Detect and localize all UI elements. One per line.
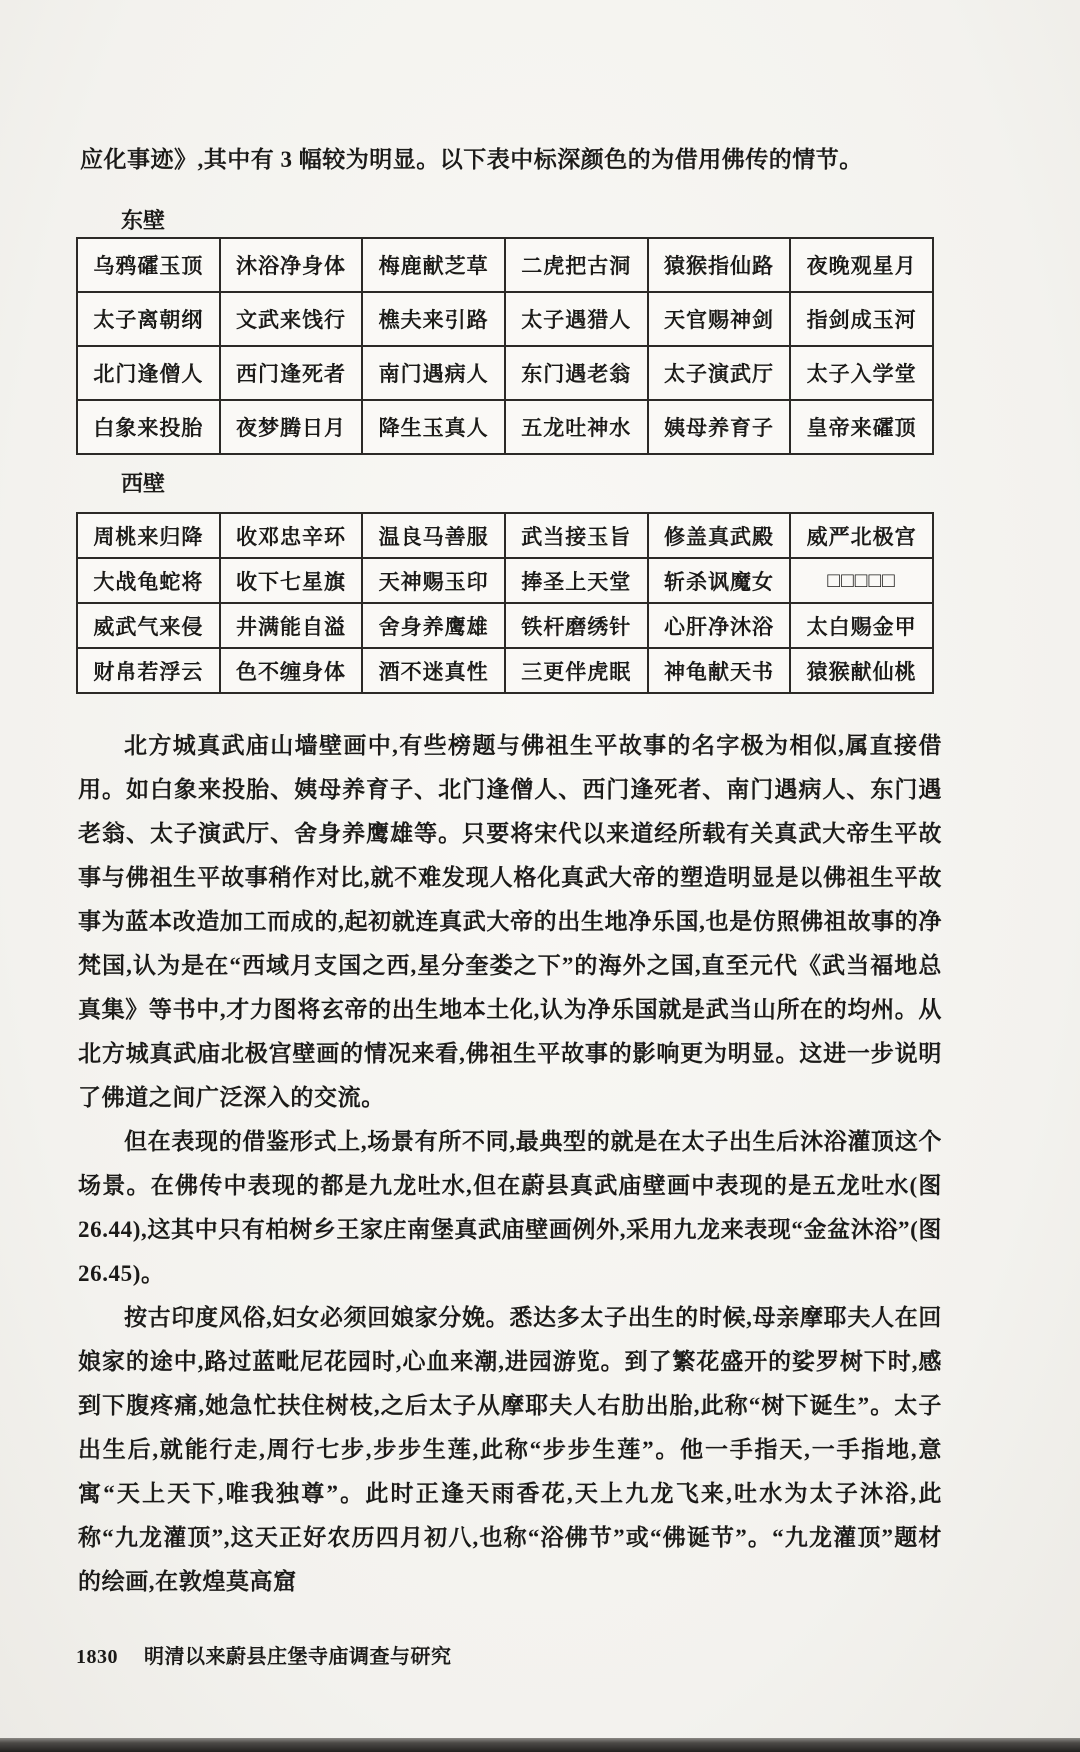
table-cell: 收下七星旗 <box>220 558 363 603</box>
table-cell: 天神赐玉印 <box>362 558 505 603</box>
table-cell: 夜晚观星月 <box>790 238 933 292</box>
table-cell: 温良马善服 <box>362 513 505 558</box>
table-cell: 乌鸦礭玉顶 <box>77 238 220 292</box>
table-row <box>77 400 933 454</box>
table-cell: 梅鹿献芝草 <box>362 238 505 292</box>
table-row <box>77 238 933 292</box>
table-row <box>77 346 933 400</box>
table-cell: 三更伴虎眠 <box>505 648 648 693</box>
page-footer <box>76 1640 452 1669</box>
body-paragraph: 北方城真武庙山墙壁画中,有些榜题与佛祖生平故事的名字极为相似,属直接借用。如白象来投胎、姨母养育子、北门逢僧人、西门逢死者、南门遇病人、东门遇老翁、太子演武厅、舍身养鹰雄等。只要将宋代以来道经所载有关真武大帝生平故事与佛祖生平故事稍作对比,就不难发现人格化真武大帝的塑造明显是以佛祖生平故事为蓝本改造加工而成的,起初就连真武大帝的出生地净乐国,也是仿照佛祖故事的净梵国,认为是在“西域月支国之西,星分奎娄之下”的海外之国,直至元代《武当福地总真集》等书中,才力图将玄帝的出生地本土化,认为净乐国就是武当山所在的均州。从北方城真武庙北极宫壁画的情况来看,佛祖生平故事的影响更为明显。这进一步说明了佛道之间广泛深入的交流。 <box>78 733 942 1110</box>
table-cell: 太白赐金甲 <box>790 603 933 648</box>
table-cell: 修盖真武殿 <box>648 513 791 558</box>
table-cell: 二虎把古洞 <box>505 238 648 292</box>
table-cell: 太子演武厅 <box>648 346 791 400</box>
table-cell: 猿猴献仙桃 <box>790 648 933 693</box>
intro-text: 应化事迹》,其中有 3 幅较为明显。以下表中标深颜色的为借用佛传的情节。 <box>80 147 863 172</box>
table-cell: 樵夫来引路 <box>362 292 505 346</box>
table-row <box>77 513 933 558</box>
west-wall-label: 西壁 <box>121 471 166 496</box>
body-text-block <box>78 724 942 1604</box>
table-cell: 天官赐神剑 <box>648 292 791 346</box>
table-row <box>77 558 933 603</box>
page-number: 1830 <box>76 1646 118 1668</box>
table-row <box>77 648 933 693</box>
table-cell: 财帛若浮云 <box>77 648 220 693</box>
table-cell: 北门逢僧人 <box>77 346 220 400</box>
table-cell: 五龙吐神水 <box>505 400 648 454</box>
table-cell: 铁杆磨绣针 <box>505 603 648 648</box>
table-cell: 夜梦腾日月 <box>220 400 363 454</box>
table-cell: 白象来投胎 <box>77 400 220 454</box>
table-cell: 文武来饯行 <box>220 292 363 346</box>
body-paragraph: 按古印度风俗,妇女必须回娘家分娩。悉达多太子出生的时候,母亲摩耶夫人在回娘家的途中,路过蓝毗尼花园时,心血来潮,进园游览。到了繁花盛开的娑罗树下时,感到下腹疼痛,她急忙扶住树枝,之后太子从摩耶夫人右肋出胎,此称“树下诞生”。太子出生后,就能行走,周行七步,步步生莲,此称“步步生莲”。他一手指天,一手指地,意寓“天上天下,唯我独尊”。此时正逢天雨香花,天上九龙飞来,吐水为太子沐浴,此称“九龙灌顶”,这天正好农历四月初八,也称“浴佛节”或“佛诞节”。“九龙灌顶”题材的绘画,在敦煌莫高窟 <box>78 1305 942 1594</box>
table-cell: 指剑成玉河 <box>790 292 933 346</box>
east-wall-label: 东壁 <box>121 208 166 233</box>
table-cell: 威武气来侵 <box>77 603 220 648</box>
table-cell: 威严北极宫 <box>790 513 933 558</box>
table-cell: 斩杀讽魔女 <box>648 558 791 603</box>
body-paragraph: 但在表现的借鉴形式上,场景有所不同,最典型的就是在太子出生后沐浴灌顶这个场景。在佛传中表现的都是九龙吐水,但在蔚县真武庙壁画中表现的是五龙吐水(图 26.44),这其中只有柏树乡王家庄南堡真武庙壁画例外,采用九龙来表现“金盆沐浴”(图 26.45)。 <box>78 1129 942 1286</box>
table-cell: 周桃来归降 <box>77 513 220 558</box>
table-cell: 色不缠身体 <box>220 648 363 693</box>
table-cell: 神龟献天书 <box>648 648 791 693</box>
table-cell: 大战龟蛇将 <box>77 558 220 603</box>
west-wall-table <box>76 512 934 694</box>
table-cell: 武当接玉旨 <box>505 513 648 558</box>
table-cell: 太子入学堂 <box>790 346 933 400</box>
table-cell: 沐浴净身体 <box>220 238 363 292</box>
table-cell: 心肝净沐浴 <box>648 603 791 648</box>
table-cell: 南门遇病人 <box>362 346 505 400</box>
scan-bottom-edge <box>0 1738 1080 1752</box>
table-cell: 捧圣上天堂 <box>505 558 648 603</box>
table-row <box>77 603 933 648</box>
table-cell: 降生玉真人 <box>362 400 505 454</box>
table-cell: 酒不迷真性 <box>362 648 505 693</box>
book-title: 明清以来蔚县庄堡寺庙调查与研究 <box>144 1646 452 1668</box>
table-cell-illegible: □□□□□ <box>790 558 933 603</box>
table-cell: 太子遇猎人 <box>505 292 648 346</box>
table-cell: 井满能自溢 <box>220 603 363 648</box>
table-cell: 东门遇老翁 <box>505 346 648 400</box>
table-cell: 舍身养鹰雄 <box>362 603 505 648</box>
table-cell: 猿猴指仙路 <box>648 238 791 292</box>
east-wall-table <box>76 237 934 455</box>
table-cell: 西门逢死者 <box>220 346 363 400</box>
table-cell: 皇帝来礭顶 <box>790 400 933 454</box>
table-cell: 收邓忠辛环 <box>220 513 363 558</box>
table-cell: 太子离朝纲 <box>77 292 220 346</box>
table-cell: 姨母养育子 <box>648 400 791 454</box>
table-row <box>77 292 933 346</box>
